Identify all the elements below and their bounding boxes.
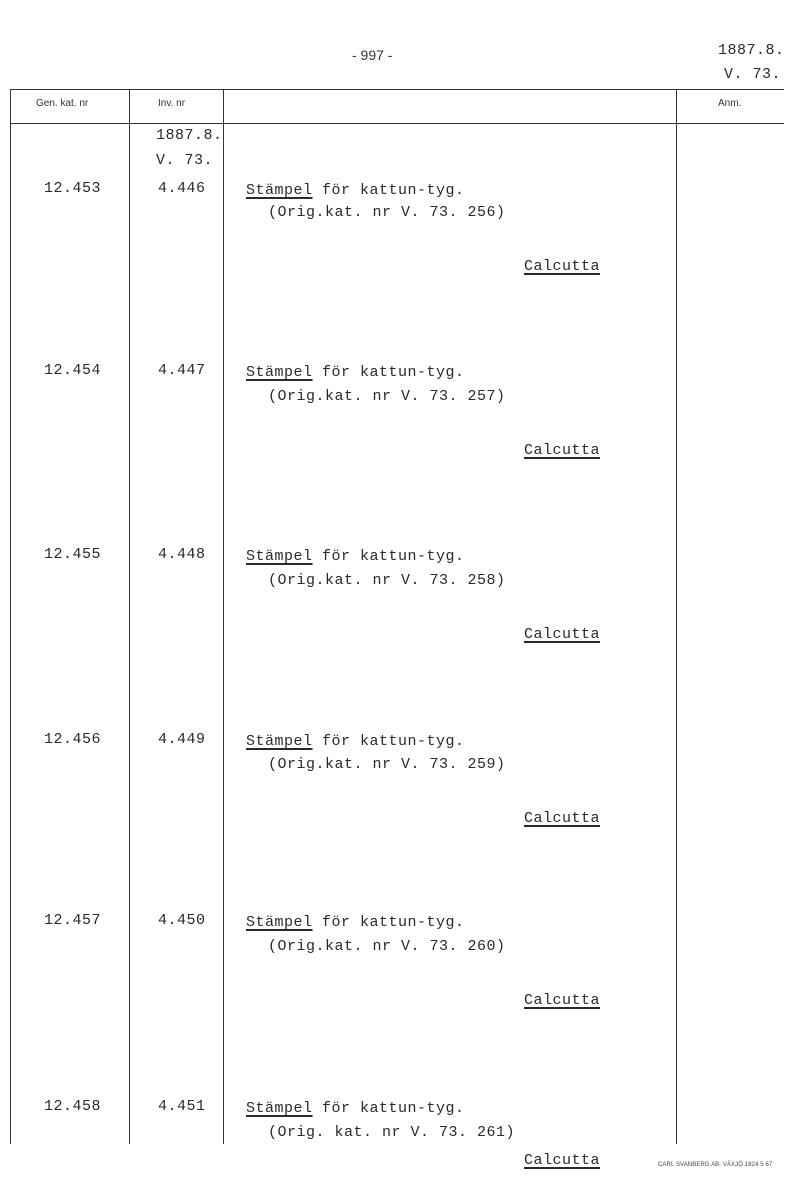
entry-title: [246, 1100, 465, 1117]
entry-place: Calcutta: [524, 1152, 601, 1169]
page-number: - 997 -: [352, 47, 393, 63]
entry-orig-catalog: (Orig. kat. nr V. 73. 261): [268, 1124, 516, 1141]
entry-place: Calcutta: [524, 810, 601, 827]
inv-column-header-line2: V. 73.: [156, 152, 214, 169]
entry-title-rest: för kattun-tyg.: [312, 182, 465, 199]
entry-title: [246, 548, 465, 565]
entry-inv-number: 4.447: [158, 362, 206, 379]
entry-orig-catalog: (Orig.kat. nr V. 73. 257): [268, 388, 506, 405]
entry-title-rest: för kattun-tyg.: [312, 914, 465, 931]
entry-place: Calcutta: [524, 442, 601, 459]
table-top-rule: [10, 89, 784, 90]
table-left-edge: [10, 89, 11, 1144]
entry-place: Calcutta: [524, 258, 601, 275]
entry-title-rest: för kattun-tyg.: [312, 548, 465, 565]
column-divider-1: [129, 89, 130, 1144]
entry-gen-number: 12.456: [44, 731, 102, 748]
entry-title: [246, 182, 465, 199]
entry-orig-catalog: (Orig.kat. nr V. 73. 258): [268, 572, 506, 589]
column-divider-3: [676, 89, 677, 1144]
entry-orig-catalog: (Orig.kat. nr V. 73. 259): [268, 756, 506, 773]
entry-inv-number: 4.450: [158, 912, 206, 929]
column-header-gen-kat-nr: Gen. kat. nr: [36, 98, 89, 109]
entry-gen-number: 12.455: [44, 546, 102, 563]
entry-orig-catalog: (Orig.kat. nr V. 73. 256): [268, 204, 506, 221]
entry-inv-number: 4.448: [158, 546, 206, 563]
entry-title-underlined: Stämpel: [246, 1100, 313, 1117]
column-header-anm: Anm.: [718, 98, 742, 109]
collection-number-line1: 1887.8.: [718, 42, 785, 59]
entry-title-underlined: Stämpel: [246, 733, 313, 750]
printer-imprint: CARL SVANBERG AB. VÄXJÖ 1824 5 67: [658, 1162, 773, 1168]
inv-column-header-line1: 1887.8.: [156, 127, 223, 144]
entry-inv-number: 4.449: [158, 731, 206, 748]
entry-title: [246, 733, 465, 750]
entry-orig-catalog: (Orig.kat. nr V. 73. 260): [268, 938, 506, 955]
entry-gen-number: 12.458: [44, 1098, 102, 1115]
entry-title-underlined: Stämpel: [246, 364, 313, 381]
column-divider-2: [223, 89, 224, 1144]
entry-title-rest: för kattun-tyg.: [312, 364, 465, 381]
table-header-rule: [10, 123, 784, 124]
entry-inv-number: 4.446: [158, 180, 206, 197]
entry-title-underlined: Stämpel: [246, 914, 313, 931]
entry-gen-number: 12.457: [44, 912, 102, 929]
entry-inv-number: 4.451: [158, 1098, 206, 1115]
collection-number-line2: V. 73.: [724, 66, 782, 83]
entry-gen-number: 12.453: [44, 180, 102, 197]
entry-title-rest: för kattun-tyg.: [312, 1100, 465, 1117]
entry-place: Calcutta: [524, 992, 601, 1009]
entry-title-underlined: Stämpel: [246, 182, 313, 199]
entry-gen-number: 12.454: [44, 362, 102, 379]
entry-place: Calcutta: [524, 626, 601, 643]
entry-title-underlined: Stämpel: [246, 548, 313, 565]
entry-title: [246, 914, 465, 931]
entry-title-rest: för kattun-tyg.: [312, 733, 465, 750]
entry-title: [246, 364, 465, 381]
column-header-inv-nr: Inv. nr: [158, 98, 186, 109]
